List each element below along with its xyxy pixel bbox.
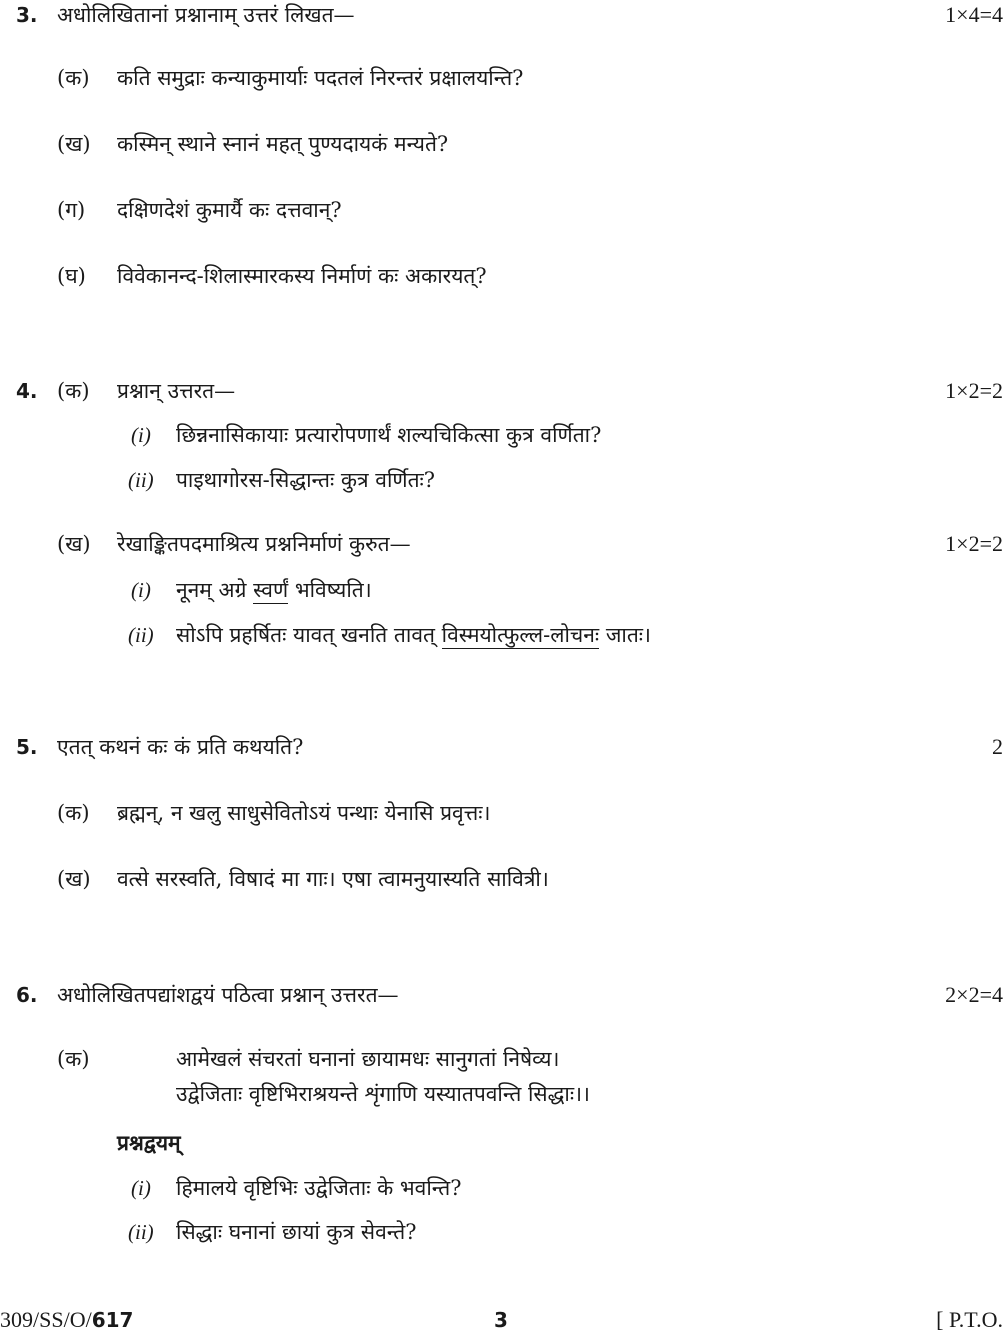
q6a-sub-text: सिद्धाः घनानां छायां कुत्र सेवन्ते? xyxy=(176,1220,417,1244)
q4b-sub-post: जातः। xyxy=(605,623,652,647)
paper-code-prefix: 309/SS/O/ xyxy=(0,1307,92,1332)
q4b-sub-text xyxy=(176,575,372,605)
q4b-sub-pre: नूनम् अग्रे xyxy=(176,578,247,602)
q5-item-label: (क) xyxy=(57,801,90,825)
q3-item-text: कस्मिन् स्थाने स्नानं महत् पुण्यदायकं मन्यते? xyxy=(117,132,449,156)
q4b-label: (ख) xyxy=(57,532,91,556)
page-number: 3 xyxy=(494,1308,508,1332)
q4a-label: (क) xyxy=(57,379,90,403)
q5-item-label: (ख) xyxy=(57,867,91,891)
q5-item-text: वत्से सरस्वति, विषादं मा गाः। एषा त्वामनुयास्यति सावित्री। xyxy=(117,867,549,891)
q4b-sub-pre: सोऽपि प्रहर्षितः यावत् खनति तावत् xyxy=(176,623,435,647)
q4b-marks: 1×2=2 xyxy=(945,531,1003,556)
q5-number: 5. xyxy=(16,735,38,759)
paper-code xyxy=(0,1305,133,1335)
q3-item-text: विवेकानन्द-शिलास्मारकस्य निर्माणं कः अकारयत्? xyxy=(117,264,487,288)
q6-heading: अधोलिखितपद्यांशद्वयं पठित्वा प्रश्नान् उत्तरत— xyxy=(57,983,399,1007)
q6a-sub-text: हिमालये वृष्टिभिः उद्वेजिताः के भवन्ति? xyxy=(176,1176,462,1200)
q4b-sub-text xyxy=(176,620,651,650)
pto-label: [ P.T.O. xyxy=(936,1307,1003,1332)
q4a-marks: 1×2=2 xyxy=(945,378,1003,403)
q5-item-text: ब्रह्मन्, न खलु साधुसेवितोऽयं पन्थाः येनासि प्रवृत्तः। xyxy=(117,801,491,825)
q3-item-label: (ग) xyxy=(57,198,86,222)
q3-marks: 1×4=4 xyxy=(945,2,1003,27)
q3-item-label: (ख) xyxy=(57,132,91,156)
q4b-sub-label: (ii) xyxy=(128,623,154,647)
q5-marks: 2 xyxy=(992,734,1003,759)
q4a-sub-label: (i) xyxy=(131,423,151,447)
underlined-word: स्वर्णं xyxy=(253,578,289,602)
q4-number: 4. xyxy=(16,379,38,403)
q4a-sub-label: (ii) xyxy=(128,468,154,492)
q5-heading: एतत् कथनं कः कं प्रति कथयति? xyxy=(57,735,304,759)
q3-heading: अधोलिखितानां प्रश्नानाम् उत्तरं लिखत— xyxy=(57,3,355,27)
q6-marks: 2×2=4 xyxy=(945,982,1003,1007)
q4a-sub-text: छिन्ननासिकायाः प्रत्यारोपणार्थं शल्यचिकित्सा कुत्र वर्णिता? xyxy=(176,423,602,447)
q6a-verse-line: उद्वेजिताः वृष्टिभिराश्रयन्ते शृंगाणि यस्यातपवन्ति सिद्धाः।। xyxy=(176,1082,590,1106)
q6a-label: (क) xyxy=(57,1047,90,1071)
paper-code-number: 617 xyxy=(91,1308,134,1332)
q6a-sub-label: (i) xyxy=(131,1176,151,1200)
q4b-sub-post: भविष्यति। xyxy=(294,578,372,602)
q4b-sub-label: (i) xyxy=(131,578,151,602)
q3-item-label: (क) xyxy=(57,66,90,90)
q3-item-text: कति समुद्राः कन्याकुमार्याः पदतलं निरन्तरं प्रक्षालयन्ति? xyxy=(117,66,524,90)
q6-number: 6. xyxy=(16,983,38,1007)
q4b-heading: रेखाङ्कितपदमाश्रित्य प्रश्ननिर्माणं कुरुत— xyxy=(117,532,411,556)
q3-item-label: (घ) xyxy=(57,264,86,288)
q4a-heading: प्रश्नान् उत्तरत— xyxy=(117,379,236,403)
q4a-sub-text: पाइथागोरस-सिद्धान्तः कुत्र वर्णितः? xyxy=(176,468,436,492)
q6a-verse-line: आमेखलं संचरतां घनानां छायामधः सानुगतां निषेव्य। xyxy=(176,1047,560,1071)
q3-number: 3. xyxy=(16,3,38,27)
q3-item-text: दक्षिणदेशं कुमार्यै कः दत्तवान्? xyxy=(117,198,342,222)
q6a-subheading: प्रश्नद्वयम् xyxy=(117,1130,181,1155)
q6a-sub-label: (ii) xyxy=(128,1220,154,1244)
underlined-word: विस्मयोत्फुल्ल-लोचनः xyxy=(441,623,600,647)
